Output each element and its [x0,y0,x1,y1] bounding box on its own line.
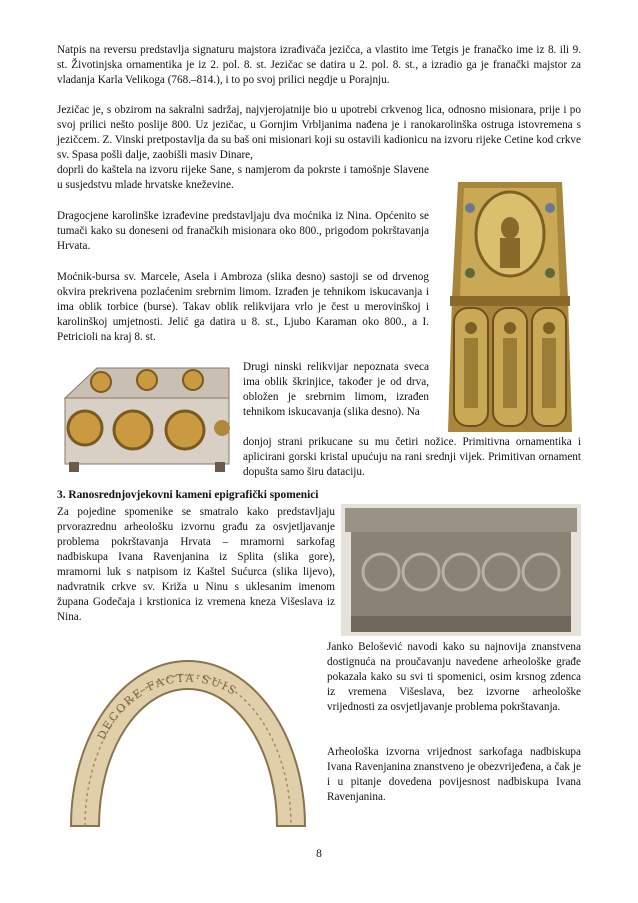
paragraph-2: Jezičac je, s obzirom na sakralni sadržaj, najvjerojatnije bio u upotrebi crkvenog lica, odnosno misionara, prije i po svoj prilici nešto poslije 800. Uz jezičac, u Gornjim Vrbljanima nađena je i ranokarolinška ostruga istovremena s jezičcem. Z. Vinski pretpostavlja da su baš oni misionari koji su ostavili kadionicu na izvoru rijeke Cetine kod crkve sv. Spasa pošli dalje, zaobišli masiv Dinare, [57,104,581,161]
paragraph-5a: Drugi ninski relikvijar nepoznata sveca ima oblik škrinjice, također je od drva, obložen je srebrnim limom, izrađen tehnikom iskucavanja (slika desno). Na [243,361,429,418]
paragraph-2-end: doprli do kaštela na izvoru rijeke Sane, s namjerom da pokrste i tamošnje Slavene u susjedstvu mlade hrvatske kneževine. [57,164,429,191]
paragraph-5b: donjoj strani prikucane su mu četiri nožice. Primitivna ornamentika i aplicirani gorski kristal upućuju na rani srednji vijek. Primitivan ornament dopušta samo širu dataciju. [243,436,581,478]
paragraph-7: Janko Belošević navodi kako su najnovija znanstvena dostignuća na proučavanju navedene arheološke građe pokazala kako su svi ti spomenici, osim krsnog zdenca iz vremena Višeslava, bez izvorne arheološke vrijednosti za osvjetljavanje problema pokrštavanja. [327,641,581,713]
arch-inscription: DECORE·FACTA·SUIS [94,671,240,742]
paragraph-6: Za pojedine spomenike se smatralo kako predstavljaju prvorazrednu arheološku izvornu građu za osvjetljavanje problema pokrštavanja Hrvata – mramorni sarkofag nadbiskupa Ivana Ravenjanina iz Splita (slika gore), mramorni luk s natpisom iz Kaštel Sućurca (slika lijevo), nadvratnik crkve sv. Križa u Ninu s uklesanim imenom župana Godečaja i krstionica iz vremena kneza Višeslava iz Nina. [57,506,335,623]
section-heading: 3. Ranosrednjovjekovni kameni epigrafički spomenici [57,489,319,501]
casket-reliquary-image [57,358,237,476]
page-number: 8 [316,848,322,860]
stone-arch-image [57,640,319,832]
sarcophagus-image [341,504,581,636]
paragraph-8: Arheološka izvorna vrijednost sarkofaga nadbiskupa Ivana Ravenjanina znanstveno je obezvrijeđena, a čak je i u pitanje dovedena povijesnost nadbiskupa Ivana Ravenjanina. [327,746,581,803]
paragraph-4: Moćnik-bursa sv. Marcele, Asela i Ambroza (slika desno) sastoji se od drvenog okvira prekrivena pozlaćenim srebrnim limom. Izrađen je tehnikom iskucavanja i ima oblik torbice (burse). Takav oblik relikvijara vrlo je čest u merovinškoj i karolinškoj umjetnosti. Jelić ga datira u 8. st., Ljubo Karaman oko 800., a I. Petricioli na kraj 8. st. [57,271,429,343]
paragraph-3: Dragocjene karolinške izrađevine predstavljaju dva moćnika iz Nina. Općenito se tumači kako su doneseni od franačkih misionara oko 800., prigodom pokrštavanja Hrvata. [57,210,429,252]
bursa-reliquary-image [440,178,580,434]
paragraph-1: Natpis na reversu predstavlja signaturu majstora izrađivača jezičca, a vlastito ime Tetgis je franačko ime iz 8. ili 9. st. Životinjska ornamentika je iz 2. pol. 8. st. Jezičac se datira u 2. pol. 8. st., a izradio ga je franački majstor za vladanja Karla Velikoga (768.–814.), i to po svoj prilici negdje u Porajnju. [57,44,581,86]
